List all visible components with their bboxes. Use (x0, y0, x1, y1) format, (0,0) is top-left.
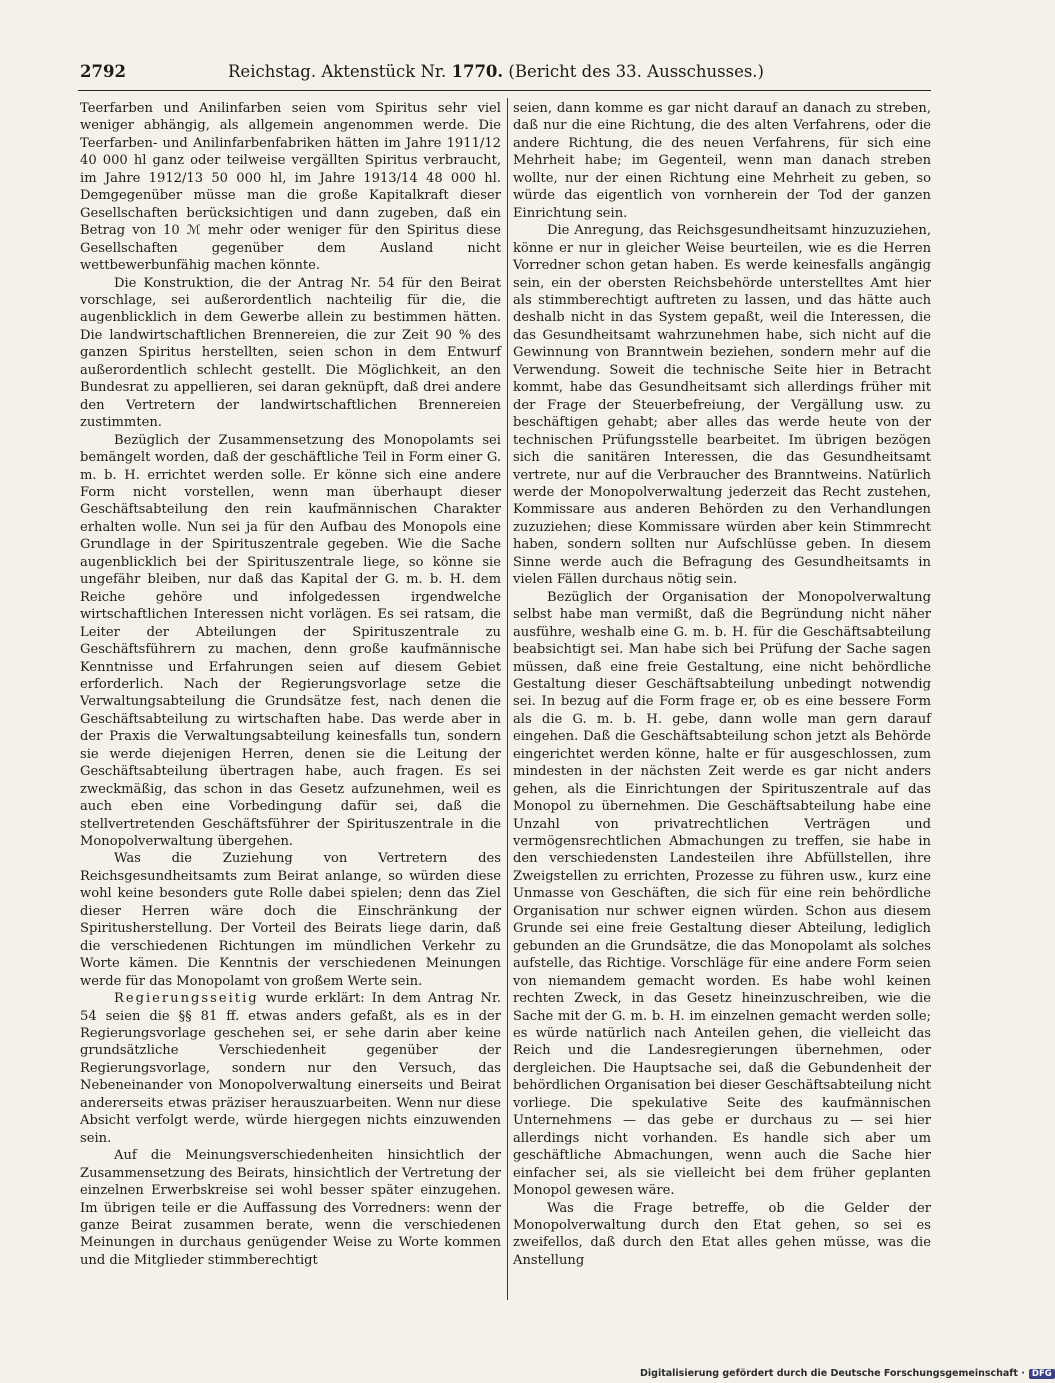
paragraph: Was die Zuziehung von Vertretern des Reichsgesundheitsamts zum Beirat anlange, so würden diese wohl keine besonders gute Rolle dabei spielen; denn das Ziel dieser Herren wäre doch die Einschränkung der Spiritusherstellung. Der Vorteil des Beirats liege darin, daß die verschiedenen Richtungen im mündlichen Verkehr zu Worte kämen. Die Kenntnis der verschiedenen Meinungen werde für das Monopolamt von großem Werte sein. (80, 851, 501, 989)
dfg-logo: DFG (1029, 1369, 1055, 1379)
page-header (78, 58, 930, 88)
paragraph: Die Anregung, das Reichsgesundheitsamt hinzuzuziehen, könne er nur in gleicher Weise beurteilen, wie es die Herren Vorredner schon getan haben. Es werde keinesfalls angängig sein, ein der obersten Reichsbehörde unterstelltes Amt hier als stimmberechtigt auftreten zu lassen, und das hätte auch deshalb nicht in das System gepaßt, weil die Interessen, die das Gesundheitsamt wahrzunehmen habe, sich nicht auf die Gewinnung von Branntwein beziehen, sondern mehr auf die Verwendung. Soweit die technische Seite hier in Betracht kommt, habe das Gesundheitsamt sich allerdings früher mit der Frage der Steuerbefreiung, der Vergällung usw. zu beschäftigen gehabt; aber alles das werde heute von der technischen Prüfungsstelle bearbeitet. Im übrigen bezögen sich die sanitären Interessen, die das Gesundheitsamt vertrete, nur auf die Verbraucher des Branntweins. Natürlich werde der Monopolverwaltung jederzeit das Recht zustehen, Kommissare aus anderen Behörden zu den Verhandlungen zuzuziehen; diese Kommissare würden aber kein Stimmrecht haben, sondern sollten nur Aufschlüsse geben. In diesem Sinne werde auch die Befragung des Gesundheitsamts in vielen Fällen durchaus nötig sein. (513, 223, 931, 588)
digitization-footer (640, 1368, 1055, 1379)
left-column (80, 100, 501, 1269)
footer-text: Digitalisierung gefördert durch die Deutsche Forschungsgemeinschaft · (640, 1368, 1025, 1379)
paragraph: Was die Frage betreffe, ob die Gelder der Monopolverwaltung durch den Etat gehen, so sei es zweifellos, daß durch den Etat alles gehen müsse, was die Anstellung (513, 1200, 931, 1268)
running-title-prefix: Reichstag. Aktenstück Nr. (228, 62, 447, 81)
column-divider (507, 98, 508, 1300)
paragraph: Bezüglich der Zusammensetzung des Monopolamts sei bemängelt worden, daß der geschäftliche Teil in Form einer G. m. b. H. errichtet werden solle. Er könne sich eine andere Form nicht vorstellen, wenn man überhaupt dieser Geschäftsabteilung den rein kaufmännischen Charakter erhalten wolle. Nun sei ja für den Aufbau des Monopols eine Grundlage in der Spirituszentrale gegeben. Wie die Sache augenblicklich bei der Spirituszentrale liege, so könne sie ungefähr bleiben, nur daß das Kapital der G. m. b. H. dem Reiche gehöre und infolgedessen irgendwelche wirtschaftlichen Interessen nicht vorlägen. Es sei ratsam, die Leiter der Abteilungen der Spirituszentrale zu Geschäftsführern zu machen, denn große kaufmännische Kenntnisse und Erfahrungen seien auf diesem Gebiet erforderlich. Nach der Regierungsvorlage setze die Verwaltungsabteilung die Grundsätze fest, nach denen die Geschäftsabteilung zu wirtschaften habe. Das werde aber in der Praxis die Verwaltungsabteilung keinesfalls tun, sondern sie werde diejenigen Herren, denen sie die Leitung der Geschäftsabteilung übertragen habe, auch fragen. Es sei zweckmäßig, das schon in das Gesetz aufzunehmen, weil es auch eben eine Vorbedingung dafür sei, daß die stellvertretenden Geschäftsführer der Spirituszentrale in die Monopolverwaltung übergehen. (80, 432, 501, 850)
header-rule (78, 90, 931, 92)
running-title-suffix: (Bericht des 33. Ausschusses.) (508, 62, 764, 81)
right-column (513, 100, 931, 1269)
paragraph: Die Konstruktion, die der Antrag Nr. 54 für den Beirat vorschlage, sei außerordentlich nachteilig für die, die augenblicklich in dem Gewerbe allein zu bestimmen hätten. Die landwirtschaftlichen Brennereien, die zur Zeit 90 % des ganzen Spiritus herstellten, seien schon in dem Entwurf außerordentlich schlecht gestellt. Die Möglichkeit, an den Bundesrat zu appellieren, sei daran geknüpft, daß drei andere den Vertretern der landwirtschaftlichen Brennereien zustimmten. (80, 275, 501, 431)
paragraph: Bezüglich der Organisation der Monopolverwaltung selbst habe man vermißt, daß die Begründung nicht näher ausführe, weshalb eine G. m. b. H. für die Geschäftsabteilung beabsichtigt sei. Man habe sich bei Prüfung der Sache sagen müssen, daß eine freie Gestaltung, eine nicht behördliche Gestaltung dieser Geschäftsabteilung unbedingt notwendig sei. In bezug auf die Form frage er, ob es eine bessere Form als die G. m. b. H. gebe, dann wolle man gern darauf eingehen. Daß die Geschäftsabteilung schon jetzt als Behörde eingerichtet werden könne, halte er für ausgeschlossen, zum mindesten in der nächsten Zeit werde es gar nicht anders gehen, als die Einrichtungen der Spirituszentrale auf das Monopol zu übernehmen. Die Geschäftsabteilung habe eine Unzahl von privatrechtlichen Verträgen und vermögensrechtlichen Abmachungen zu treffen, sie habe in den verschiedensten Landesteilen ihre Abfüllstellen, ihre Zweigstellen zu errichten, Prozesse zu führen usw., kurz eine Unmasse von Geschäften, die sich für eine rein behördliche Organisation nur schwer eignen würden. Schon aus diesem Grunde sei eine freie Gestaltung dieser Abteilung, lediglich gebunden an die Grundsätze, die das Monopolamt als solches aufstelle, das Richtige. Vorschläge für eine andere Form seien von niemandem gemacht worden. Es habe wohl keinen rechten Zweck, in das Gesetz hineinzuschreiben, wie die Sache mit der G. m. b. H. im einzelnen gemacht werden solle; es würde natürlich nach Anteilen gehen, die vielleicht das Reich und die Landesregierungen übernehmen, oder dergleichen. Die Hauptsache sei, daß die Gebundenheit der behördlichen Organisation bei dieser Geschäftsabteilung nicht vorliege. Die spekulative Seite des kaufmännischen Unternehmens — das gebe er durchaus zu — sei hier allerdings nicht vorhanden. Es handle sich aber um geschäftliche Abmachungen, wenn auch die Sache hier einfacher sei, als sie vielleicht bei dem früher geplanten Monopol gewesen wäre. (513, 589, 931, 1199)
paragraph (80, 990, 501, 1147)
page-number: 2792 (80, 62, 126, 81)
paragraph: Auf die Meinungsverschiedenheiten hinsichtlich der Zusammensetzung des Beirats, hinsichtlich der Vertretung der einzelnen Erwerbskreise sei wohl besser später einzugehen. Im übrigen teile er die Auffassung des Vorredners: wenn der ganze Beirat zusammen berate, wenn die verschiedenen Meinungen in durchaus genügender Weise zu Worte kommen und die Mitglieder stimmberechtigt (80, 1148, 501, 1268)
spaced-lead-word: Regierungsseitig (114, 991, 259, 1007)
paragraph: Teerfarben und Anilinfarben seien vom Spiritus sehr viel weniger abhängig, als allgemein angenommen werde. Die Teerfarben- und Anilinfarbenfabriken hätten im Jahre 1911/12 40 000 hl ganz oder teilweise vergällten Spiritus verbraucht, im Jahre 1912/13 50 000 hl, im Jahre 1913/14 48 000 hl. Demgegenüber müsse man die große Kapitalkraft dieser Gesellschaften berücksichtigen und dann zugeben, daß ein Betrag von 10 ℳ mehr oder weniger für den Spiritus diese Gesellschaften gegenüber dem Ausland nicht wettbewerbunfähig machen könnte. (80, 101, 501, 274)
paragraph-text: wurde erklärt: In dem Antrag Nr. 54 seien die §§ 81 ff. etwas anders gefaßt, als es in der Regierungsvorlage geschehen sei, er sehe darin aber keine grundsätzliche Verschiedenheit gegenüber der Regierungsvorlage, sondern nur den Versuch, das Nebeneinander von Monopolverwaltung einerseits und Beirat andererseits etwas präziser herauszuarbeiten. Wenn nur diese Absicht verfolgt werde, würde hiergegen nichts einzuwenden sein. (80, 991, 501, 1146)
document-number: 1770. (451, 62, 504, 81)
running-title (228, 62, 764, 81)
paragraph: seien, dann komme es gar nicht darauf an danach zu streben, daß nur die eine Richtung, die des alten Verfahrens, oder die andere Richtung, die des neuen Verfahrens, für sich eine Mehrheit habe; im Gegenteil, wenn man danach streben wollte, nur der einen Richtung eine Mehrheit zu geben, so würde das eigentlich von vornherein der Tod der ganzen Einrichtung sein. (513, 101, 931, 221)
